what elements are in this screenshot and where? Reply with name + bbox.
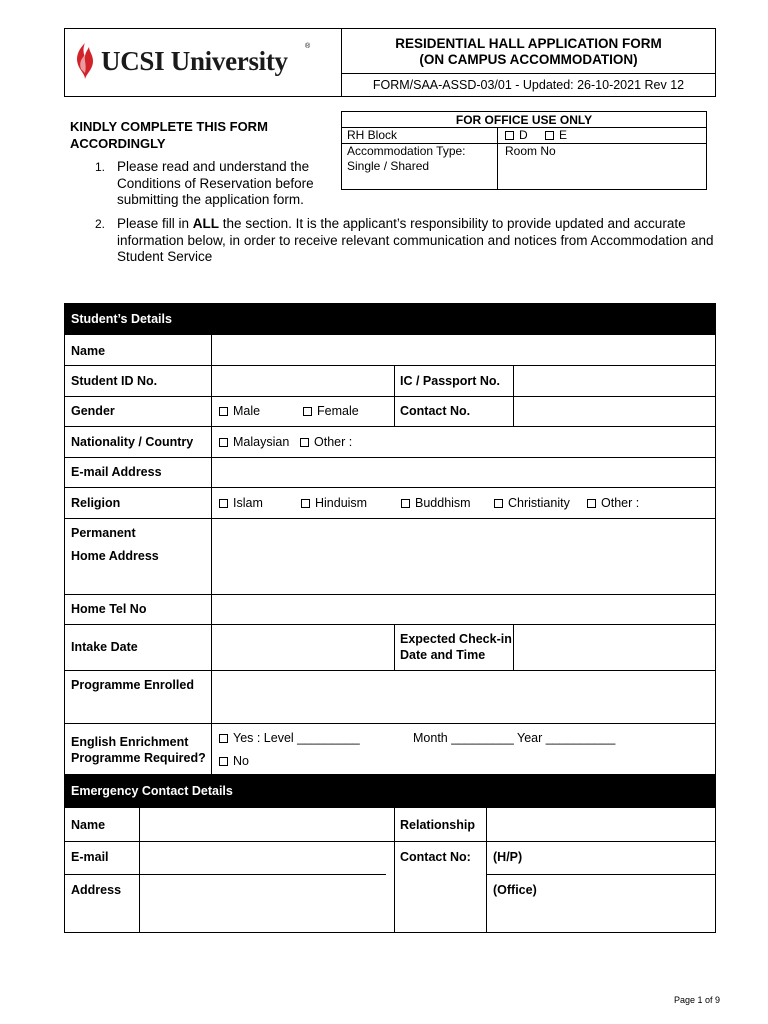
ec-name-label: Name (71, 818, 106, 832)
row-divider (65, 723, 715, 724)
single-shared-label: Single / Shared (347, 159, 430, 173)
instruction-item-1 (95, 159, 325, 209)
name-label: Name (71, 344, 106, 358)
item1-text: Please read and understand the Conditions of Reservation before submitting the application form. (117, 159, 314, 207)
nationality-other-option[interactable]: Other : (300, 434, 352, 450)
office-divider-vertical (497, 128, 498, 189)
intake-date-field[interactable] (212, 625, 394, 670)
checkin-label-line1: Expected Check-in (400, 632, 512, 646)
mid-column-divider (394, 624, 395, 670)
students-details-table (64, 303, 716, 775)
item2-text-bold: ALL (192, 216, 220, 231)
checkbox-icon[interactable] (219, 407, 228, 416)
student-id-field[interactable] (212, 366, 394, 396)
religion-label: Religion (71, 496, 121, 510)
english-yes-option[interactable]: Yes : Level _________ (219, 730, 360, 746)
nationality-malaysian-option[interactable]: Malaysian (219, 434, 289, 450)
name-field[interactable] (212, 336, 715, 365)
ec-address-field[interactable] (140, 875, 394, 931)
ec-email-field[interactable] (140, 842, 394, 874)
registered-mark: ® (305, 43, 311, 50)
checkbox-icon[interactable] (219, 438, 228, 447)
checkbox-icon[interactable] (219, 499, 228, 508)
title-line1: RESIDENTIAL HALL APPLICATION FORM (395, 36, 662, 51)
checkin-field[interactable] (514, 625, 715, 670)
religion-islam-option[interactable]: Islam (219, 495, 263, 511)
gender-male-option[interactable]: Male (219, 403, 260, 419)
student-id-label: Student ID No. (71, 374, 158, 388)
form-title (342, 29, 715, 74)
title-line2: (ON CAMPUS ACCOMMODATION) (419, 52, 638, 67)
form-header (64, 28, 716, 97)
contact-no-label: Contact No. (400, 404, 471, 418)
checkbox-icon[interactable] (219, 757, 228, 766)
english-label-line2: Programme Required? (71, 751, 206, 765)
ucsi-logo (73, 41, 335, 85)
ec-address-label: Address (71, 883, 122, 897)
checkin-label-line2: Date and Time (400, 648, 486, 662)
emergency-contact-header: Emergency Contact Details (65, 775, 715, 808)
block-e-option[interactable]: E (545, 128, 567, 143)
intake-date-label: Intake Date (71, 640, 138, 654)
programme-field[interactable] (212, 671, 715, 723)
form-reference: FORM/SAA-ASSD-03/01 - Updated: 26-10-2021 Rev 12 (372, 78, 685, 92)
checkbox-icon[interactable] (587, 499, 596, 508)
ec-relationship-label: Relationship (400, 818, 476, 832)
gender-female-option[interactable]: Female (303, 403, 359, 419)
ec-email-label: E-mail (71, 850, 109, 864)
home-tel-label: Home Tel No (71, 602, 147, 616)
instructions-heading-line1: KINDLY COMPLETE THIS FORM (70, 119, 268, 134)
block-d-option[interactable]: D (505, 128, 528, 143)
checkbox-icon[interactable] (494, 499, 503, 508)
row-divider (65, 487, 715, 488)
room-no-label: Room No (505, 144, 556, 158)
flame-icon (73, 41, 97, 81)
logo-text: UCSI University (101, 46, 288, 76)
checkbox-icon[interactable] (401, 499, 410, 508)
checkbox-icon[interactable] (303, 407, 312, 416)
home-tel-field[interactable] (212, 595, 715, 624)
item2-text (117, 216, 715, 266)
row-divider (486, 874, 715, 875)
checkbox-icon[interactable] (545, 131, 554, 140)
row-divider (65, 426, 715, 427)
english-no-option[interactable]: No (219, 753, 249, 769)
ec-hp-label: (H/P) (493, 850, 523, 864)
gender-label: Gender (71, 404, 115, 418)
ec-relationship-field[interactable] (487, 809, 715, 841)
logo-cell (65, 29, 342, 96)
home-address-field[interactable] (212, 519, 715, 594)
mid-column-divider (394, 808, 395, 932)
instructions-heading (70, 118, 320, 152)
rh-block-label: RH Block (347, 128, 398, 142)
email-label: E-mail Address (71, 465, 162, 479)
mid-column-divider (394, 365, 395, 426)
instruction-item-2 (95, 216, 715, 266)
checkbox-icon[interactable] (300, 438, 309, 447)
ec-office-label: (Office) (493, 883, 537, 897)
students-details-header: Student’s Details (65, 304, 715, 335)
contact-no-field[interactable] (514, 397, 715, 426)
religion-hinduism-option[interactable]: Hinduism (301, 495, 367, 511)
permanent-label: Permanent (71, 526, 136, 540)
religion-buddhism-option[interactable]: Buddhism (401, 495, 471, 511)
email-field[interactable] (212, 458, 715, 487)
english-label-line1: English Enrichment (71, 735, 189, 749)
checkbox-icon[interactable] (301, 499, 310, 508)
english-month-year[interactable]: Month _________ Year __________ (413, 731, 616, 745)
programme-label: Programme Enrolled (71, 678, 194, 692)
nationality-label: Nationality / Country (71, 435, 194, 449)
item1-number: 1. (95, 160, 106, 174)
home-address-label: Home Address (71, 549, 159, 563)
ic-passport-field[interactable] (514, 366, 715, 396)
item2-text-pre: Please fill in (117, 216, 193, 231)
ec-name-field[interactable] (140, 809, 394, 841)
checkbox-icon[interactable] (219, 734, 228, 743)
emergency-contact-table (64, 775, 716, 933)
checkbox-icon[interactable] (505, 131, 514, 140)
ec-contact-label: Contact No: (400, 850, 471, 864)
religion-christianity-option[interactable]: Christianity (494, 495, 570, 511)
item2-number: 2. (95, 217, 106, 231)
accommodation-type-label: Accommodation Type: (347, 144, 466, 158)
office-use-heading: FOR OFFICE USE ONLY (342, 112, 706, 128)
ic-passport-label: IC / Passport No. (400, 374, 501, 388)
religion-other-option[interactable]: Other : (587, 495, 639, 511)
page-number: Page 1 of 9 (673, 995, 720, 1005)
item2-text-post: the section. It is the applicant’s responsibility to provide updated and accurate information below, in order to receive relevant communication and notices from Accommodation and Student Service (117, 216, 714, 264)
instructions-heading-line2: ACCORDINGLY (70, 136, 166, 151)
office-use-box (341, 111, 707, 190)
